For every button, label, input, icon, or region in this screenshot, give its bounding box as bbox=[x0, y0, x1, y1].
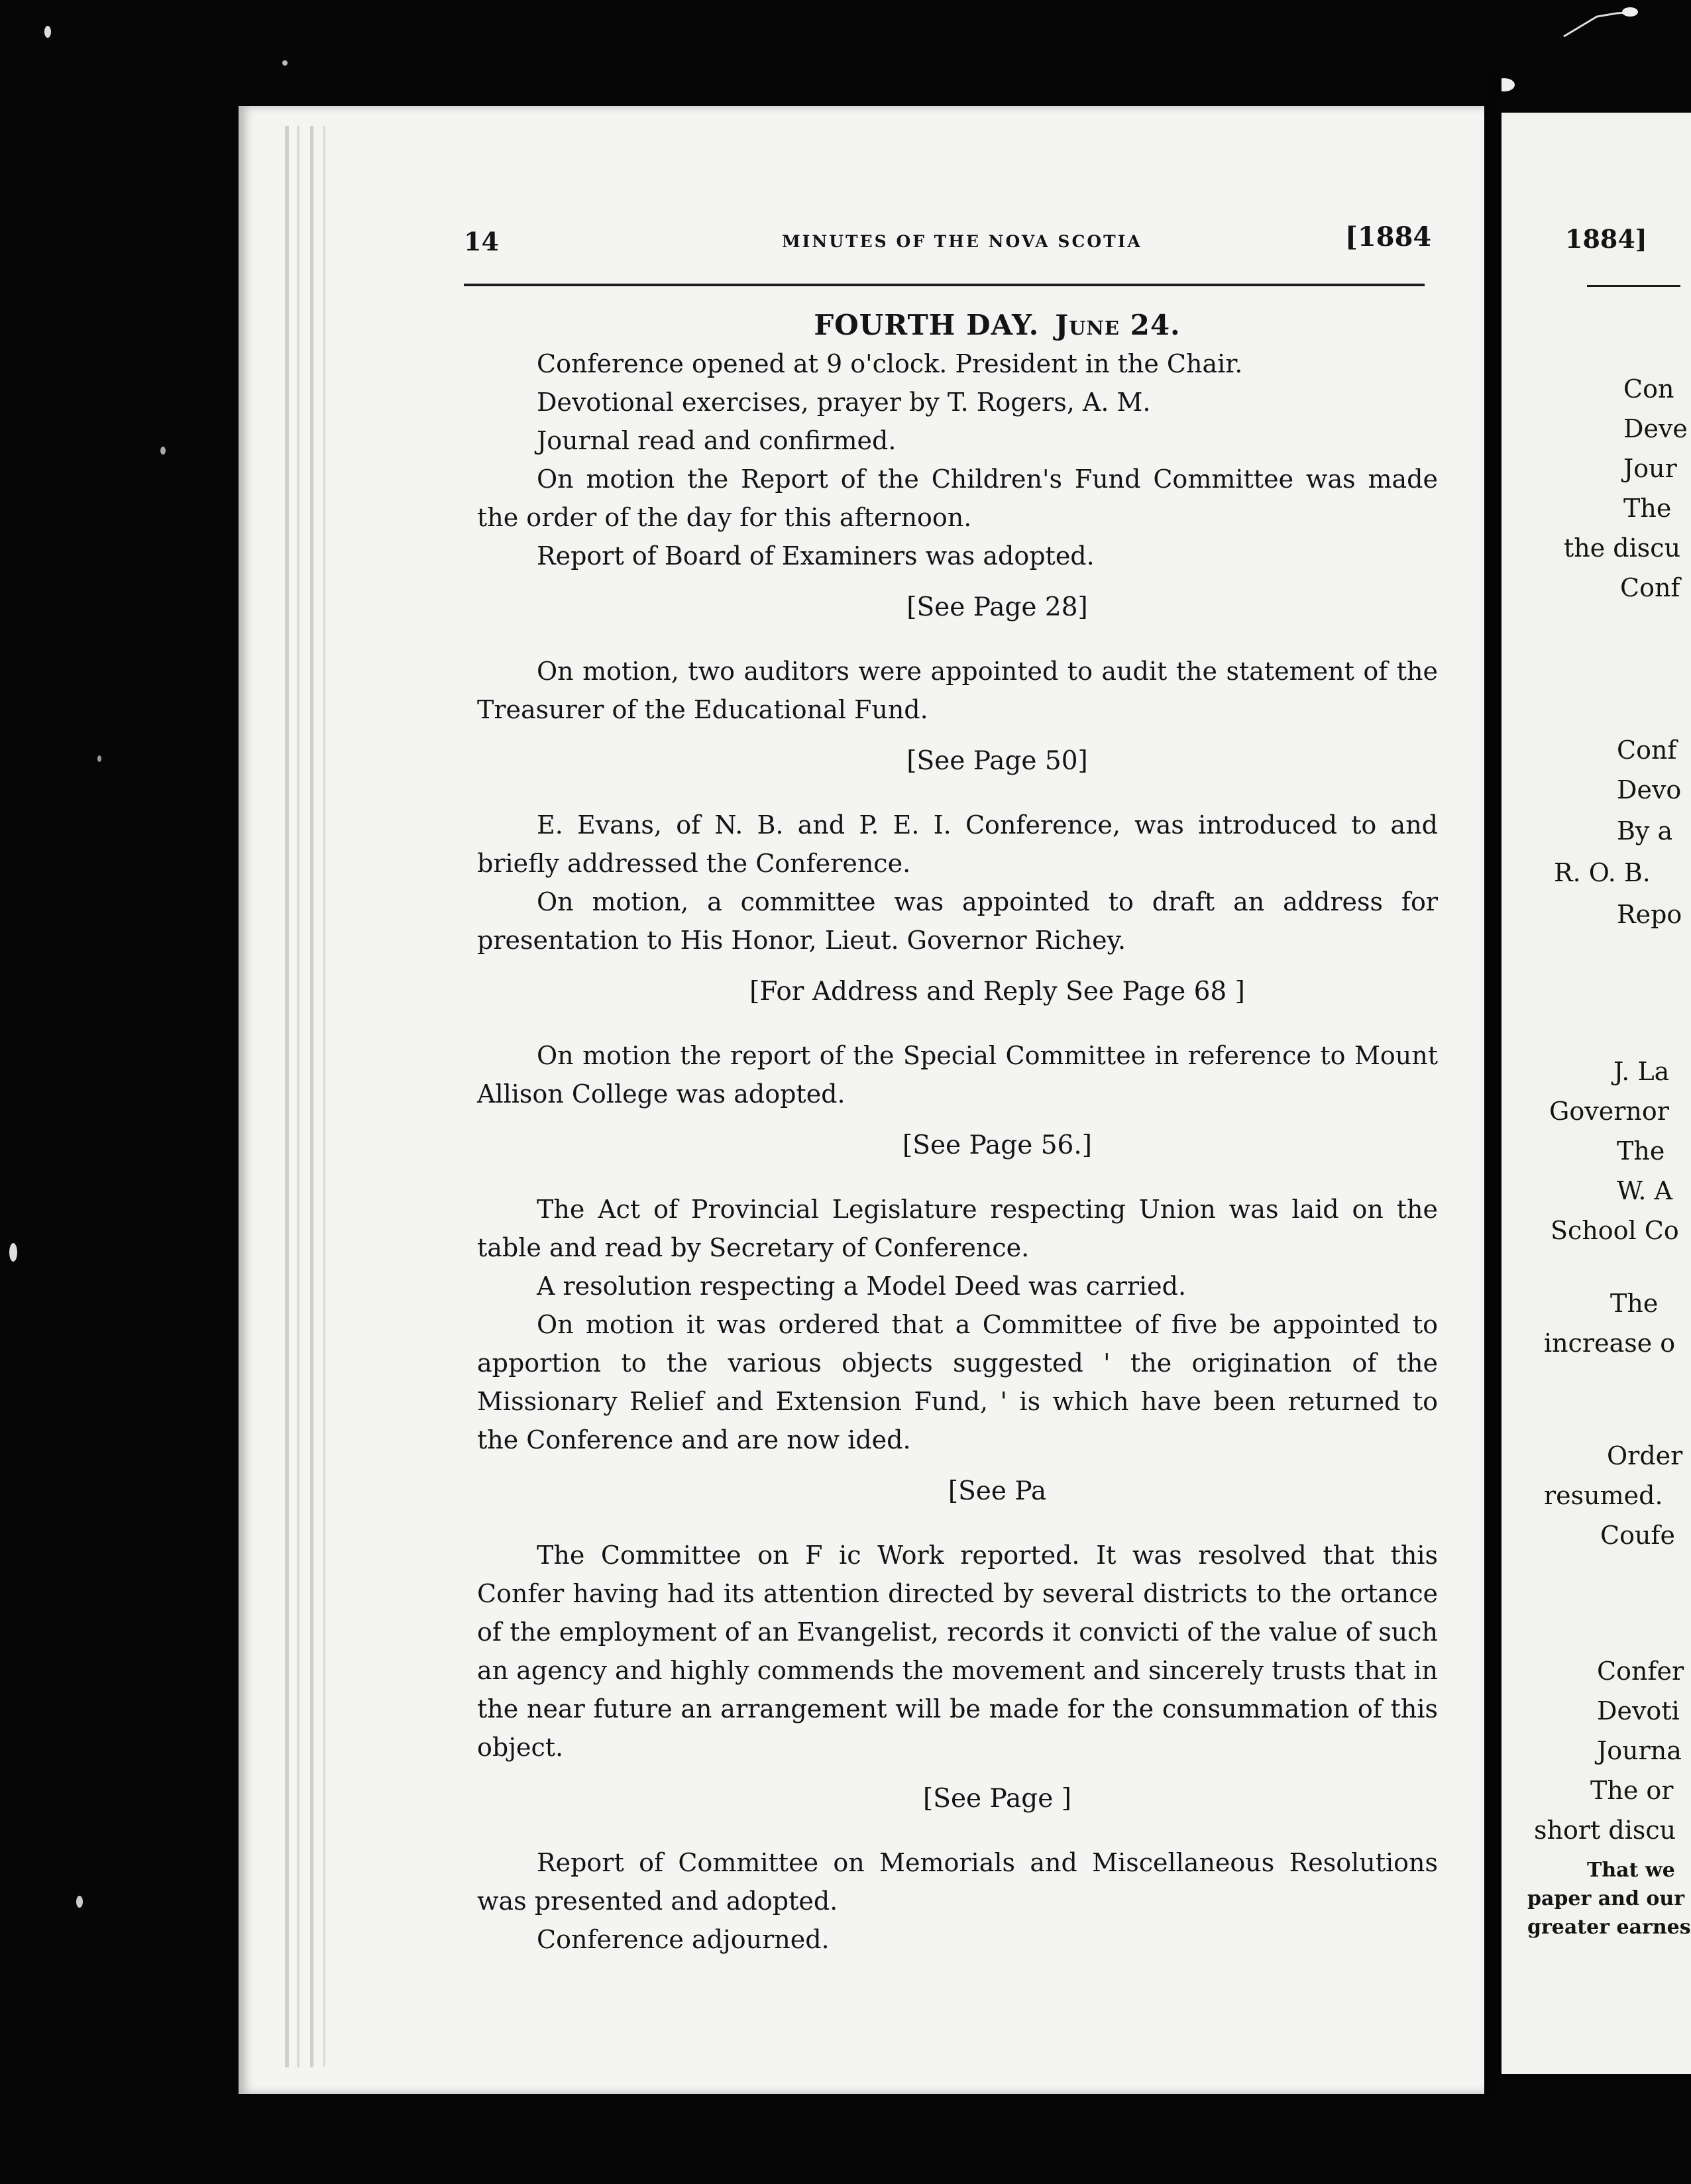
right-page-line: Confer bbox=[1597, 1657, 1684, 1686]
right-page-line: By a bbox=[1617, 816, 1673, 846]
minutes-paragraph: A resolution respecting a Model Deed was carried. bbox=[537, 1272, 1187, 1301]
right-page-line: The bbox=[1617, 1136, 1665, 1166]
right-page-line: Devoti bbox=[1597, 1696, 1680, 1725]
running-title: MINUTES OF THE NOVA SCOTIA bbox=[782, 232, 1142, 251]
page-edge bbox=[323, 126, 325, 2067]
minutes-paragraph: On motion, a committee was appointed to draft an address for presentation to His Honor, Lieut. Governor Richey. bbox=[477, 887, 1438, 955]
page-body bbox=[477, 306, 1438, 1959]
right-page-line: J. La bbox=[1613, 1057, 1670, 1086]
header-rule bbox=[464, 284, 1425, 286]
minutes-paragraph: Report of Committee on Memorials and Miscellaneous Resolutions was presented and adopted. bbox=[477, 1848, 1438, 1916]
header-year: [1884 bbox=[1345, 221, 1432, 252]
minutes-paragraph: Conference adjourned. bbox=[537, 1925, 830, 1954]
right-page-line: W. A bbox=[1617, 1176, 1673, 1205]
minutes-text bbox=[477, 345, 1438, 1959]
minutes-paragraph: Conference opened at 9 o'clock. President in the Chair. bbox=[537, 349, 1243, 378]
minutes-paragraph: E. Evans, of N. B. and P. E. I. Conference, was introduced to and briefly addressed the Conference. bbox=[477, 810, 1438, 878]
right-page-line: Jour bbox=[1623, 454, 1677, 483]
minutes-paragraph: Journal read and confirmed. bbox=[537, 426, 897, 455]
right-page-line: Order bbox=[1607, 1441, 1683, 1470]
right-page-line: the discu bbox=[1564, 533, 1681, 563]
day-title: FOURTH DAY. bbox=[814, 309, 1040, 341]
right-page-line: Coufe bbox=[1600, 1521, 1675, 1550]
page-reference: [See Page ] bbox=[923, 1784, 1071, 1814]
page-number: 14 bbox=[464, 227, 499, 256]
page-reference: [See Page 50] bbox=[906, 746, 1088, 776]
minutes-paragraph: On motion it was ordered that a Committee of five be appointed to apportion to the various objects suggested ' the origination of the Missionary Relief and Extension Fund, ' is which have been returned to the Conference and are now ided. bbox=[477, 1310, 1438, 1454]
page-edge bbox=[285, 126, 289, 2067]
right-page-line: increase o bbox=[1544, 1329, 1676, 1358]
minutes-paragraph: Devotional exercises, prayer by T. Rogers, A. M. bbox=[537, 388, 1151, 417]
right-page-line: Conf bbox=[1620, 573, 1680, 602]
day-heading bbox=[477, 306, 1438, 345]
right-page-footnote-line: paper and our bbox=[1527, 1887, 1685, 1910]
page-reference: [For Address and Reply See Page 68 ] bbox=[749, 977, 1245, 1007]
book-gutter bbox=[1484, 73, 1501, 2101]
right-page-line: short discu bbox=[1534, 1816, 1676, 1845]
right-page-line: Conf bbox=[1617, 736, 1677, 765]
minutes-paragraph: Report of Board of Examiners was adopted. bbox=[537, 541, 1095, 571]
right-page-line: R. O. B. bbox=[1554, 858, 1651, 887]
right-page-line: Deve bbox=[1623, 414, 1688, 443]
right-page-line: Con bbox=[1623, 374, 1674, 404]
right-page-line: resumed. bbox=[1544, 1481, 1663, 1510]
right-page-line: The bbox=[1623, 494, 1672, 523]
minutes-paragraph: On motion the report of the Special Committee in reference to Mount Allison College was adopted. bbox=[477, 1041, 1438, 1109]
minutes-paragraph: On motion, two auditors were appointed to audit the statement of the Treasurer of the Educational Fund. bbox=[477, 657, 1438, 724]
page-reference: [See Page 28] bbox=[906, 592, 1088, 622]
page-header bbox=[464, 219, 1432, 258]
right-page-line: The bbox=[1610, 1289, 1659, 1318]
day-date: June 24. bbox=[1055, 309, 1181, 341]
right-page-footnote-line: That we bbox=[1587, 1859, 1675, 1882]
right-page-line: School Co bbox=[1551, 1216, 1679, 1245]
page-edge bbox=[310, 126, 313, 2067]
right-header-year: 1884] bbox=[1565, 224, 1647, 254]
right-page-line: Devo bbox=[1617, 775, 1682, 804]
right-page-footnote-line: greater earnes bbox=[1527, 1916, 1691, 1939]
minutes-paragraph: On motion the Report of the Children's Fund Committee was made the order of the day for this afternoon. bbox=[477, 464, 1438, 532]
right-page-line: The or bbox=[1590, 1776, 1674, 1805]
minutes-paragraph: The Committee on F ic Work reported. It was resolved that this Confer having had its attention directed by several districts to the ortance of the employment of an Evangelist, records it convicti of the value of such an agency and highly commends the movement and sincerely trusts that in the near future an arrangement will be made for the consummation of this object. bbox=[477, 1541, 1438, 1762]
right-page-line: Governor bbox=[1549, 1097, 1669, 1126]
minutes-paragraph: The Act of Provincial Legislature respecting Union was laid on the table and read by Secretary of Conference. bbox=[477, 1195, 1438, 1262]
page-reference: [See Pa bbox=[948, 1476, 1047, 1506]
page-reference: [See Page 56.] bbox=[902, 1130, 1092, 1160]
right-header-rule bbox=[1587, 285, 1680, 287]
right-page-line: Repo bbox=[1617, 900, 1682, 929]
page-edge bbox=[297, 126, 300, 2067]
right-page-line: Journa bbox=[1597, 1736, 1682, 1765]
